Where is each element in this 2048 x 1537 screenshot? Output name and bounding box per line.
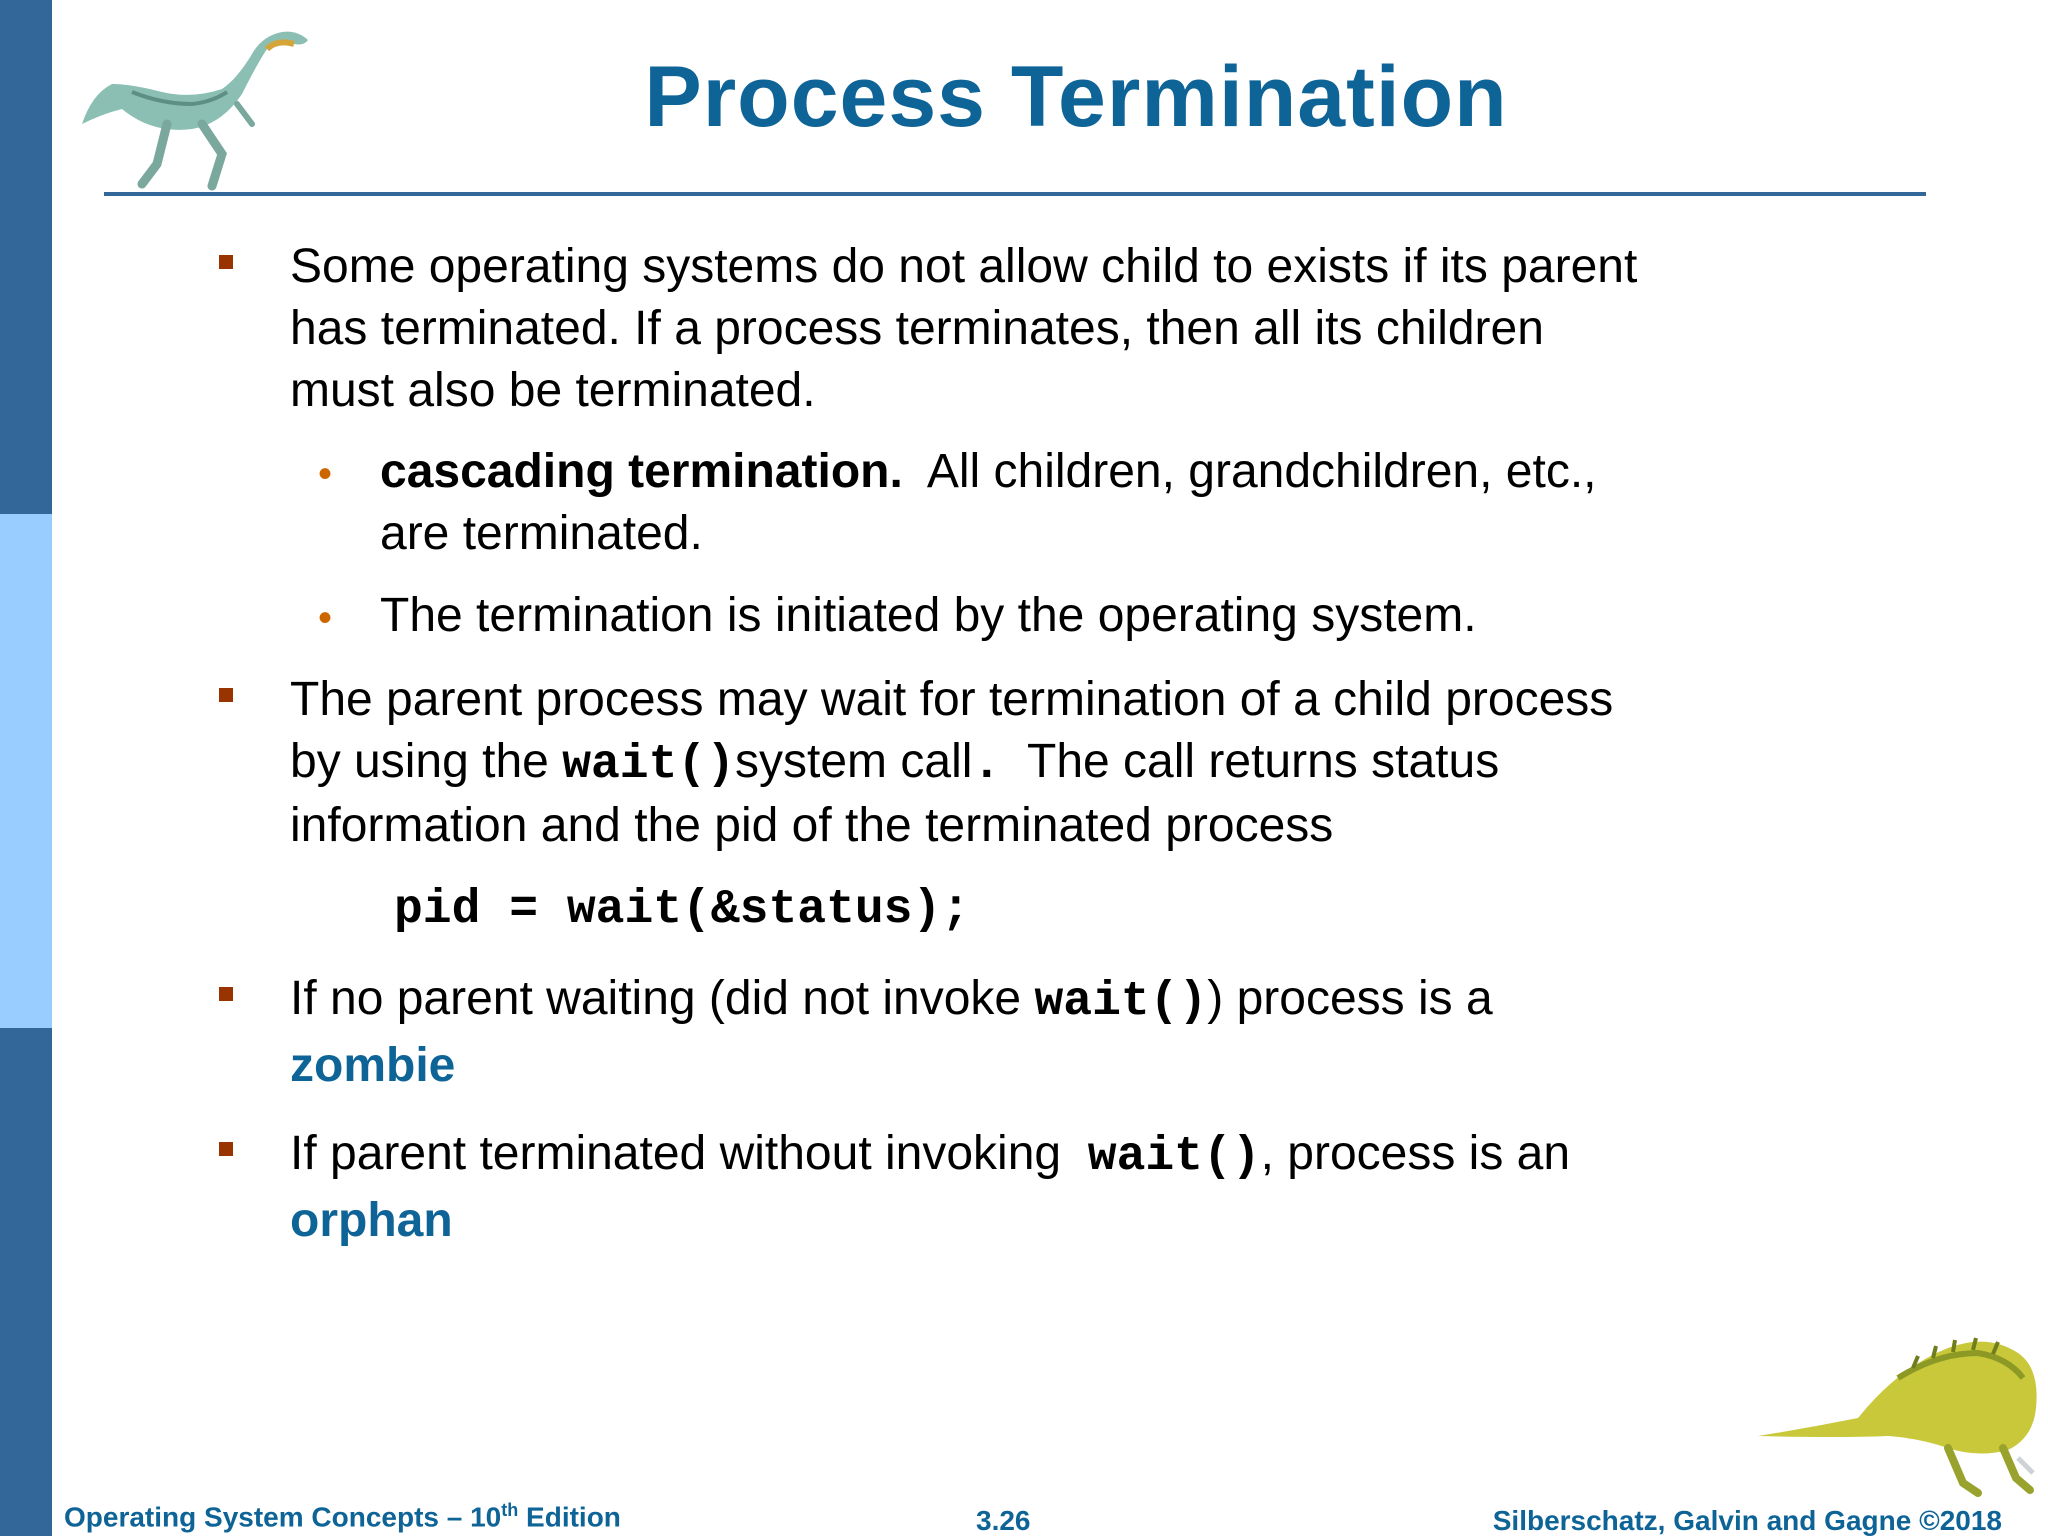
footer-book-title-text: Operating System Concepts – 10 bbox=[64, 1501, 502, 1533]
bullet-4-line-1 bbox=[290, 1123, 1570, 1188]
wait-code: wait() bbox=[562, 738, 736, 792]
bullet-2-period: . bbox=[972, 738, 1002, 792]
footer-edition-text: Edition bbox=[518, 1501, 621, 1533]
bullet-1-line-2: has terminated. If a process terminates, then all its children bbox=[290, 302, 1544, 355]
sub-bullet-1-line-2: are terminated. bbox=[380, 507, 703, 560]
cascading-termination-term: cascading termination. bbox=[380, 445, 903, 498]
square-bullet bbox=[219, 688, 233, 702]
bullet-4-text: If parent terminated without invoking bbox=[290, 1127, 1088, 1180]
bullet-2-text: system call bbox=[735, 735, 973, 788]
bullet-1-line-1: Some operating systems do not allow child to exists if its parent bbox=[290, 240, 1638, 293]
bullet-2-text: The call returns status bbox=[1001, 735, 1500, 788]
bullet-3-text: ) process is a bbox=[1207, 972, 1493, 1025]
footer-authors: Silberschatz, Galvin and Gagne ©2018 bbox=[1492, 1505, 2002, 1536]
sub-bullet-1-text: All children, grandchildren, etc., bbox=[902, 445, 1597, 498]
slide-title: Process Termination bbox=[644, 49, 1508, 145]
footer-edition-sup: th bbox=[501, 1500, 519, 1520]
bullet-2-line-2 bbox=[290, 731, 1499, 796]
footer-book-title bbox=[64, 1500, 621, 1533]
dot-bullet: • bbox=[318, 452, 333, 496]
zombie-term: zombie bbox=[290, 1039, 456, 1092]
bullet-2-line-3: information and the pid of the terminated process bbox=[290, 799, 1334, 852]
code-example: pid = wait(&status); bbox=[394, 883, 971, 937]
wait-code: wait() bbox=[1034, 975, 1208, 1029]
footer-page-number: 3.26 bbox=[976, 1505, 1031, 1536]
square-bullet bbox=[219, 255, 233, 269]
bullet-2-text: by using the bbox=[290, 735, 563, 788]
square-bullet bbox=[219, 987, 233, 1001]
bullet-2-line-1: The parent process may wait for termination of a child process bbox=[290, 673, 1614, 726]
sub-bullet-1-line-1 bbox=[380, 441, 1597, 503]
bullet-4-text: , process is an bbox=[1260, 1127, 1571, 1180]
sub-bullet-2: The termination is initiated by the operating system. bbox=[380, 589, 1477, 642]
dot-bullet: • bbox=[318, 596, 333, 640]
bullet-3-line-1 bbox=[290, 968, 1493, 1033]
orphan-term: orphan bbox=[290, 1194, 453, 1247]
dinosaur-icon bbox=[1748, 1308, 2048, 1498]
bullet-1-line-3: must also be terminated. bbox=[290, 364, 816, 417]
bullet-3-text: If no parent waiting (did not invoke bbox=[290, 972, 1035, 1025]
wait-code: wait() bbox=[1087, 1130, 1261, 1184]
square-bullet bbox=[219, 1142, 233, 1156]
